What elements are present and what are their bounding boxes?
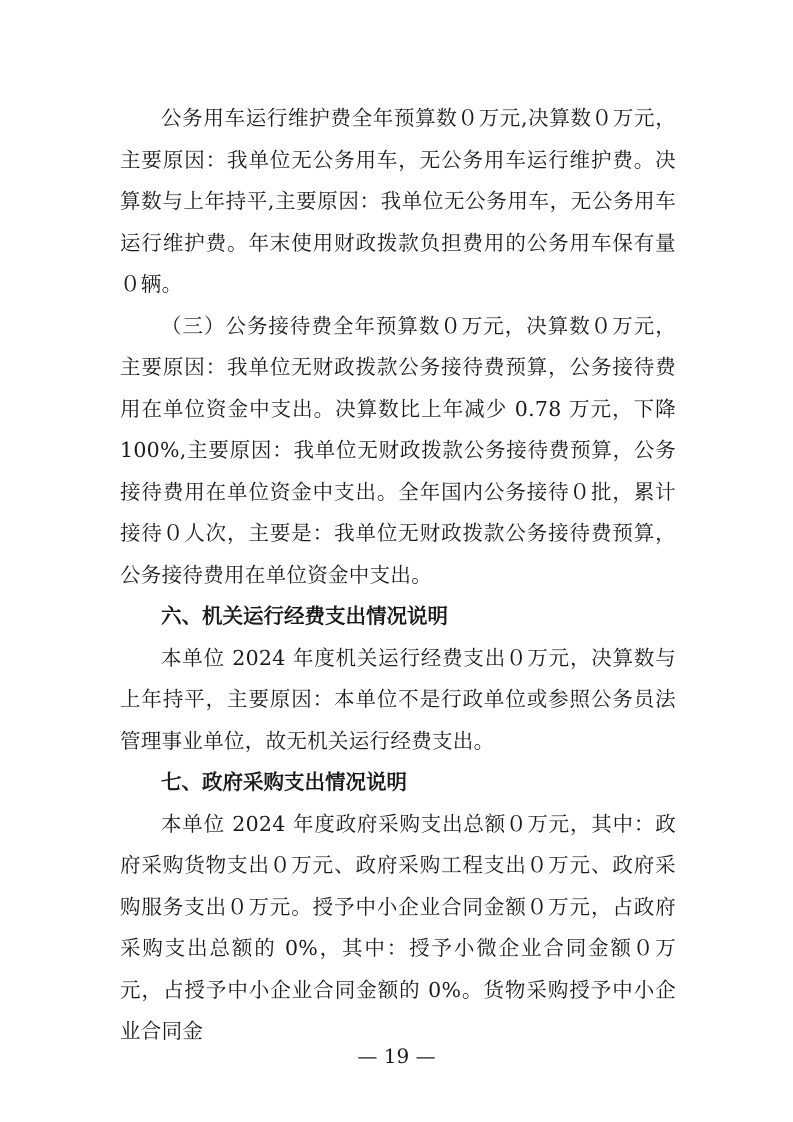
page-body — [120, 98, 676, 1053]
heading-section-6: 六、机关运行经费支出情况说明 — [161, 604, 448, 628]
paragraph-government-procurement: 本单位 2024 年度政府采购支出总额０万元，其中：政府采购货物支出０万元、政府采购工程支出０万元、政府采购服务支出０万元。授予中小企业合同金额０万元，占政府采购支出总额的 0%，其中：授予小微企业合同金额０万元，占授予中小企业合同金额的 0%。货物采购授予中小企业合同金 — [120, 811, 676, 1043]
paragraph-reception-expenses: （三）公务接待费全年预算数０万元，决算数０万元，主要原因：我单位无财政拨款公务接待费预算，公务接待费用在单位资金中支出。决算数比上年减少 0.78 万元，下降100%,主要原因：我单位无财政拨款公务接待费预算，公务接待费用在单位资金中支出。全年国内公务接待０批，累计接待０人次，主要是：我单位无财政拨款公务接待费预算，公务接待费用在单位资金中支出。 — [120, 313, 676, 587]
paragraph-operating-expenses: 本单位 2024 年度机关运行经费支出０万元，决算数与上年持平，主要原因：本单位不是行政单位或参照公务员法管理事业单位，故无机关运行经费支出。 — [120, 645, 676, 753]
page-number: — 19 — — [357, 1044, 436, 1068]
paragraph-vehicle-maintenance: 公务用车运行维护费全年预算数０万元,决算数０万元，主要原因：我单位无公务用车，无公务用车运行维护费。决算数与上年持平,主要原因：我单位无公务用车，无公务用车运行维护费。年末使用财政拨款负担费用的公务用车保有量０辆。 — [120, 106, 676, 296]
heading-section-7: 七、政府采购支出情况说明 — [161, 770, 407, 794]
